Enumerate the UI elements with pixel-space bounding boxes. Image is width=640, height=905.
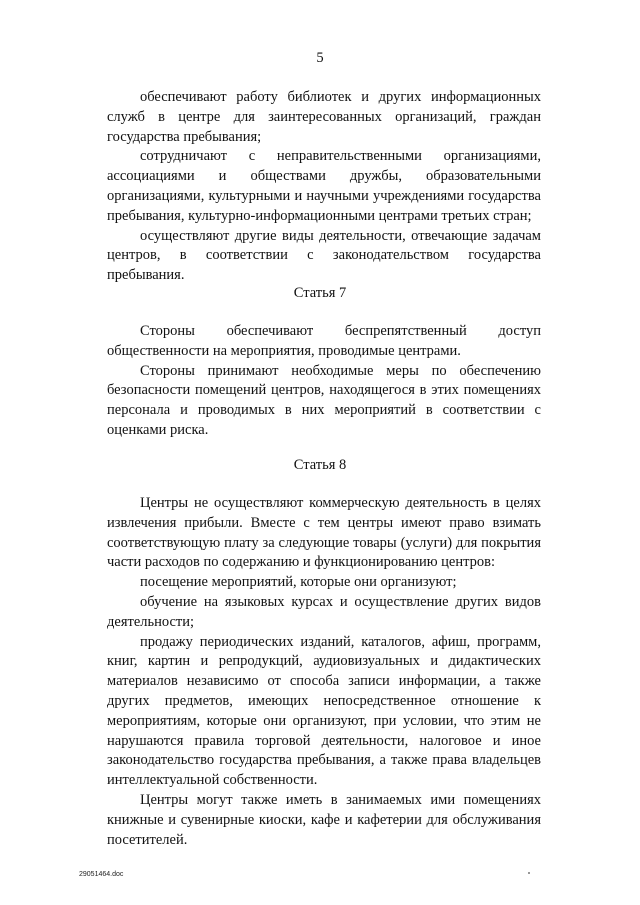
paragraph: осуществляют другие виды деятельности, отвечающие задачам центров, в соответствии с законодательством государства пребывания.: [107, 227, 541, 284]
paragraph: Центры не осуществляют коммерческую деятельность в целях извлечения прибыли. Вместе с тем центры имеют право взимать соответствующую плату за следующие товары (услуги) для покрытия части расходов по содержанию и функционированию центров:: [107, 495, 541, 571]
scan-dot: [528, 872, 530, 874]
article-8-heading: Статья 8: [293, 457, 347, 473]
paragraph: продажу периодических изданий, каталогов, афиш, программ, книг, картин и репродукций, аудиовизуальных и дидактических материалов независимо от способа записи информации, а также других предметов, имеющих непосредственное отношение к мероприятиям, которые они организуют, при условии, что этим не нарушаются правила торговой деятельности, налоговое и иное законодательство государства пребывания, а также права владельцев интеллектуальной собственности.: [107, 633, 541, 789]
page-number: 5: [316, 50, 324, 66]
paragraph: посещение мероприятий, которые они организуют;: [140, 574, 457, 591]
section-top-text: [107, 88, 541, 286]
paragraph: Центры могут также иметь в занимаемых ими помещениях книжные и сувенирные киоски, кафе и кафетерии для обслуживания посетителей.: [107, 791, 541, 848]
article-7-heading: Статья 7: [293, 285, 347, 301]
paragraph: обеспечивают работу библиотек и других информационных служб в центре для заинтересованных организаций, граждан государства пребывания;: [107, 89, 541, 145]
paragraph: обучение на языковых курсах и осуществление других видов деятельности;: [107, 593, 541, 630]
article-8-text: [107, 494, 541, 850]
article-7-text: [107, 322, 541, 441]
paragraph: Стороны обеспечивают беспрепятственный доступ общественности на мероприятия, проводимые центрами.: [107, 323, 541, 359]
paragraph: сотрудничают с неправительственными организациями, ассоциациями и обществами дружбы, образовательными организациями, культурными и научными учреждениями государства пребывания, культурно-информационными центрами третьих стран;: [107, 148, 541, 224]
paragraph: Стороны принимают необходимые меры по обеспечению безопасности помещений центров, находящегося в этих помещениях персонала и проводимых в них мероприятий в соответствии с оценками риска.: [107, 362, 541, 438]
footer-filename: 29051464.doc: [79, 871, 124, 878]
